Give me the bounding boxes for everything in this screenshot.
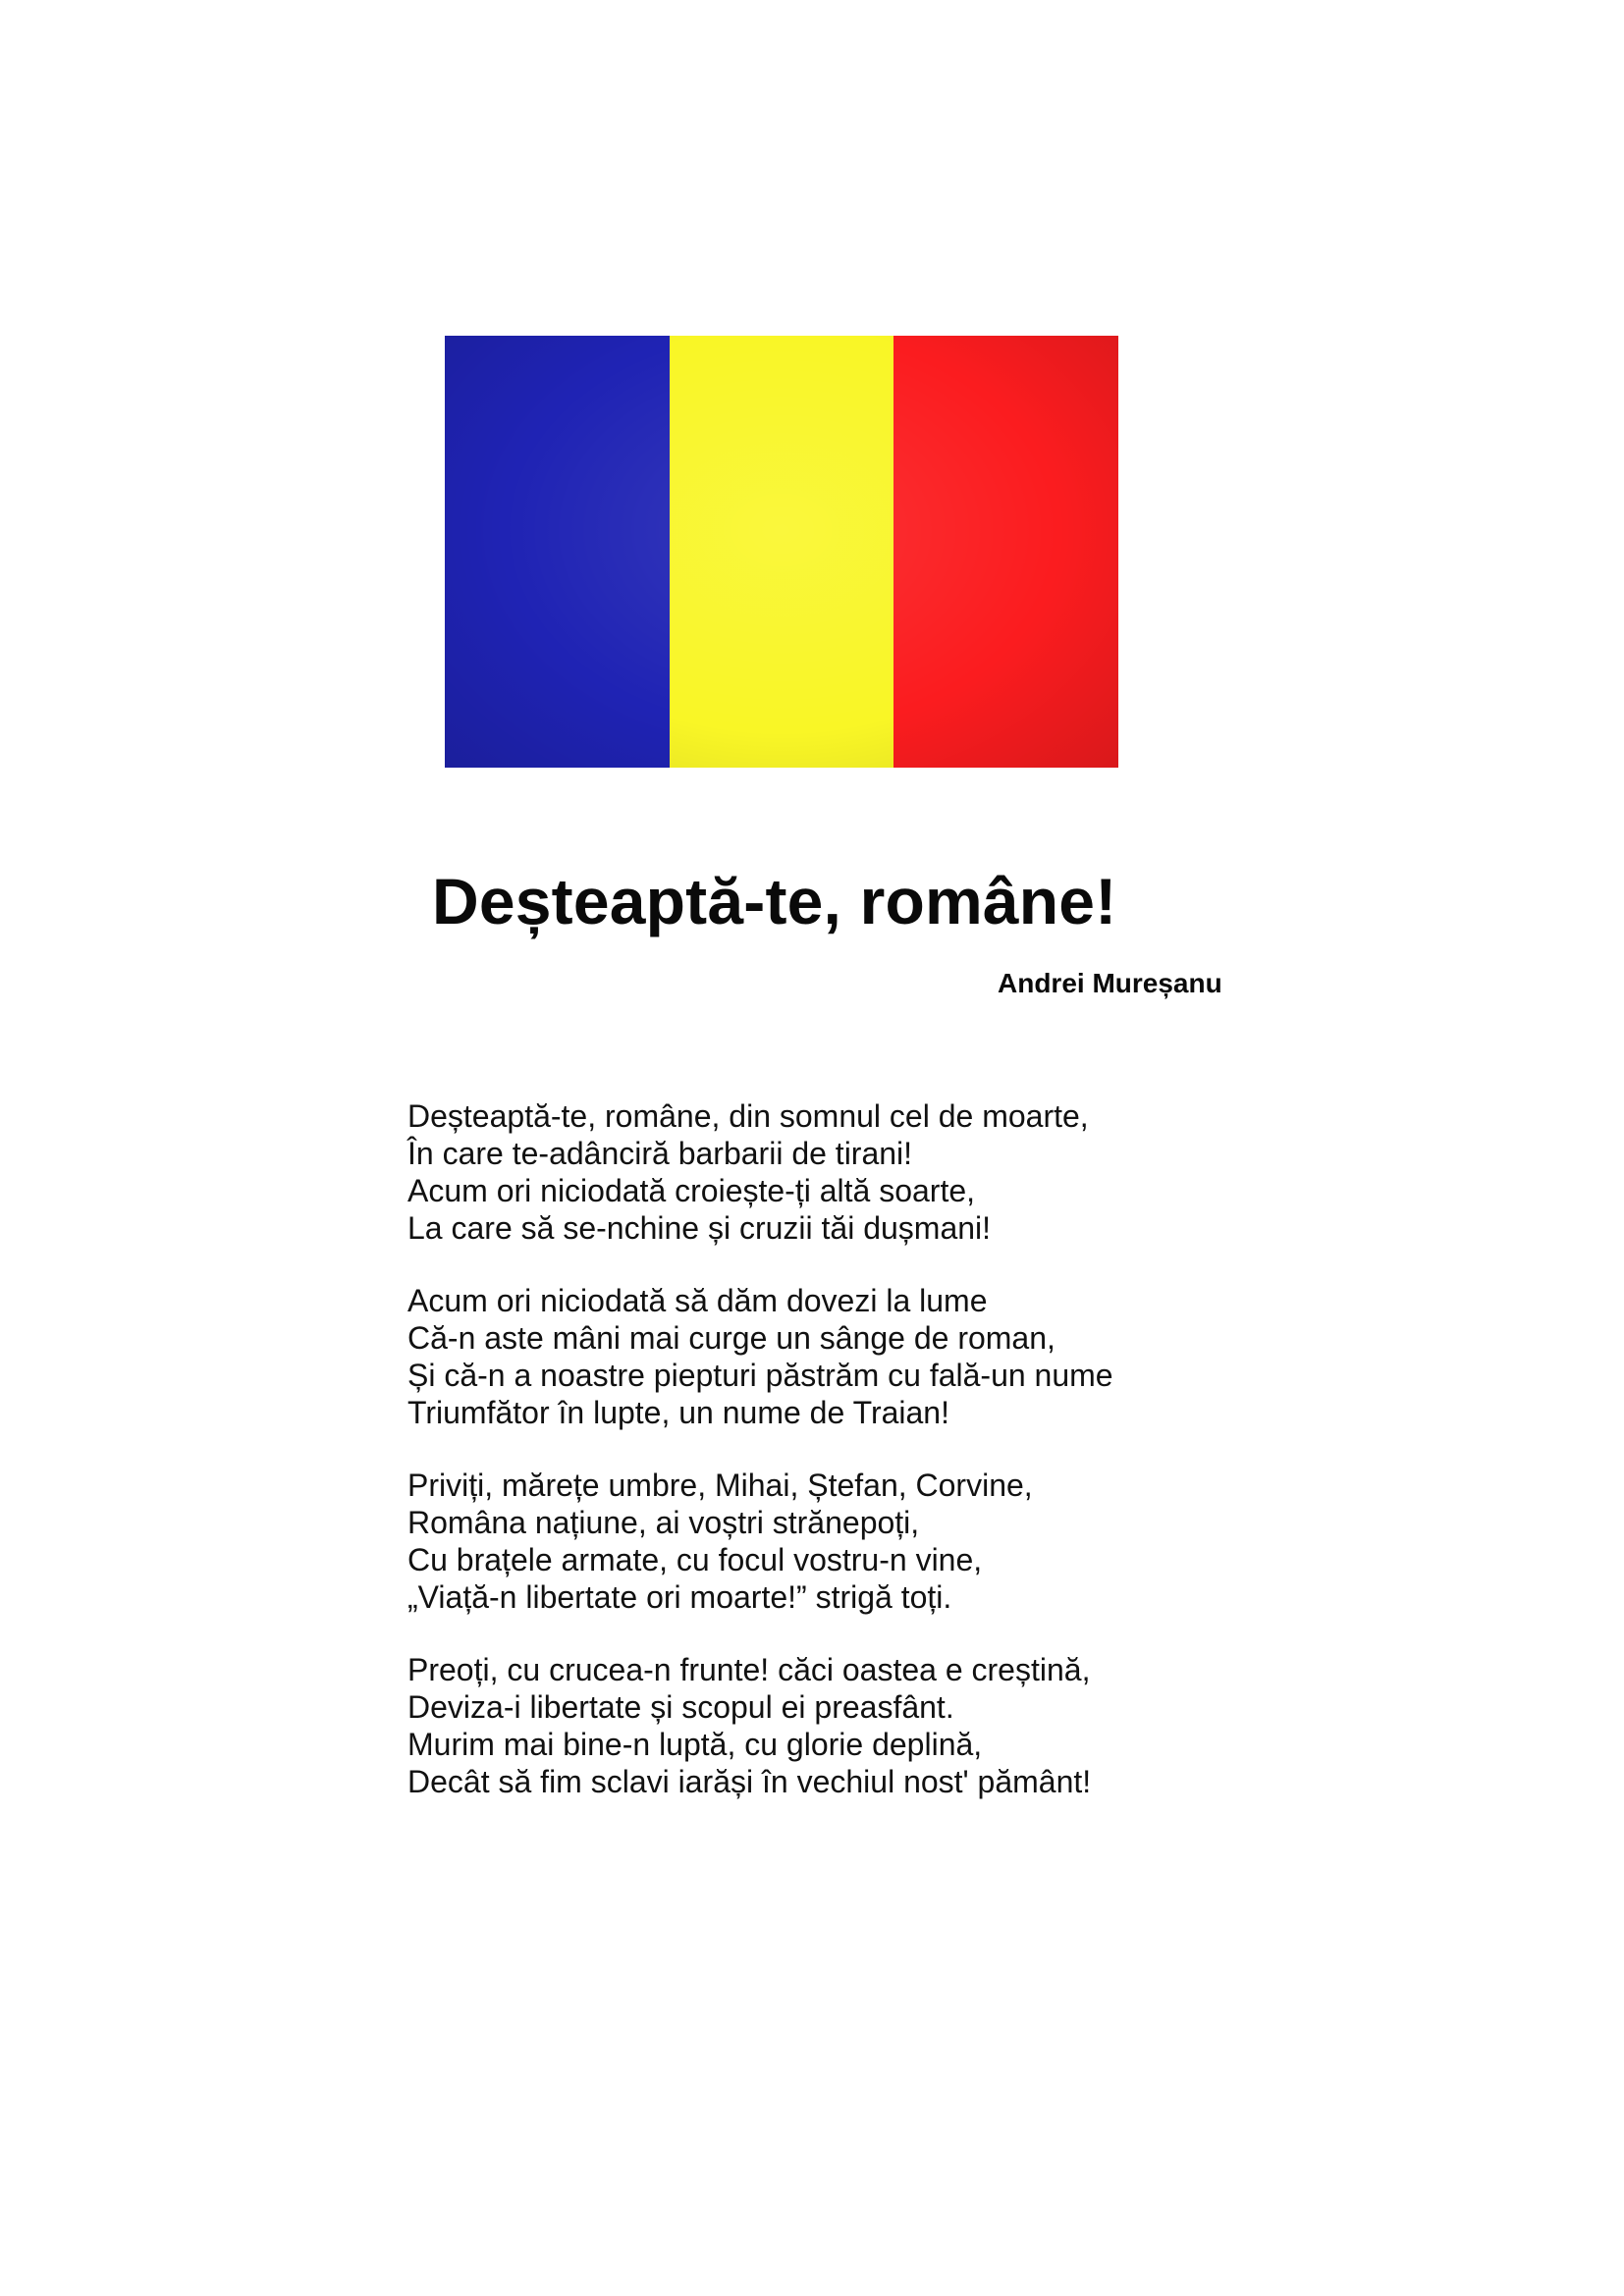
verse-line: Și că-n a noastre piepturi păstrăm cu fală-un nume	[407, 1358, 1113, 1393]
verse-line: Triumfător în lupte, un nume de Traian!	[407, 1395, 949, 1430]
stanza-2	[407, 1282, 1291, 1431]
verse-line: Priviți, mărețe umbre, Mihai, Ștefan, Corvine,	[407, 1468, 1033, 1503]
verse-line: „Viață-n libertate ori moarte!” strigă toți.	[407, 1579, 952, 1615]
verse-line: Cu brațele armate, cu focul vostru-n vine,	[407, 1542, 983, 1577]
verse-line: Româna națiune, ai voștri strănepoți,	[407, 1505, 920, 1540]
verse-line: Acum ori niciodată croiește-ți altă soarte,	[407, 1173, 976, 1208]
verse-line: Murim mai bine-n luptă, cu glorie deplină,	[407, 1727, 983, 1762]
verse-line: La care să se-nchine și cruzii tăi dușmani!	[407, 1210, 992, 1246]
verse-line: Acum ori niciodată să dăm dovezi la lume	[407, 1283, 988, 1318]
verse-line: Deșteaptă-te, române, din somnul cel de moarte,	[407, 1098, 1089, 1134]
poem-title: Deșteaptă-te, române!	[432, 865, 1117, 937]
flag-stripe-blue	[445, 336, 670, 768]
stanza-3	[407, 1467, 1291, 1616]
verse-line: Deviza-i libertate și scopul ei preasfânt.	[407, 1689, 954, 1725]
stanza-1	[407, 1097, 1291, 1247]
romanian-flag-image	[445, 336, 1118, 768]
verse-line: Că-n aste mâni mai curge un sânge de roman,	[407, 1320, 1056, 1356]
flag-stripe-red	[893, 336, 1118, 768]
verse-line: În care te-adânciră barbarii de tirani!	[407, 1136, 913, 1171]
flag-stripe-yellow	[670, 336, 894, 768]
poem-body	[407, 1097, 1291, 1836]
verse-line: Preoți, cu crucea-n frunte! căci oastea e creștină,	[407, 1652, 1091, 1687]
stanza-4	[407, 1651, 1291, 1800]
poem-author: Andrei Mureșanu	[998, 968, 1222, 998]
verse-line: Decât să fim sclavi iarăși în vechiul nost' pământ!	[407, 1764, 1092, 1799]
